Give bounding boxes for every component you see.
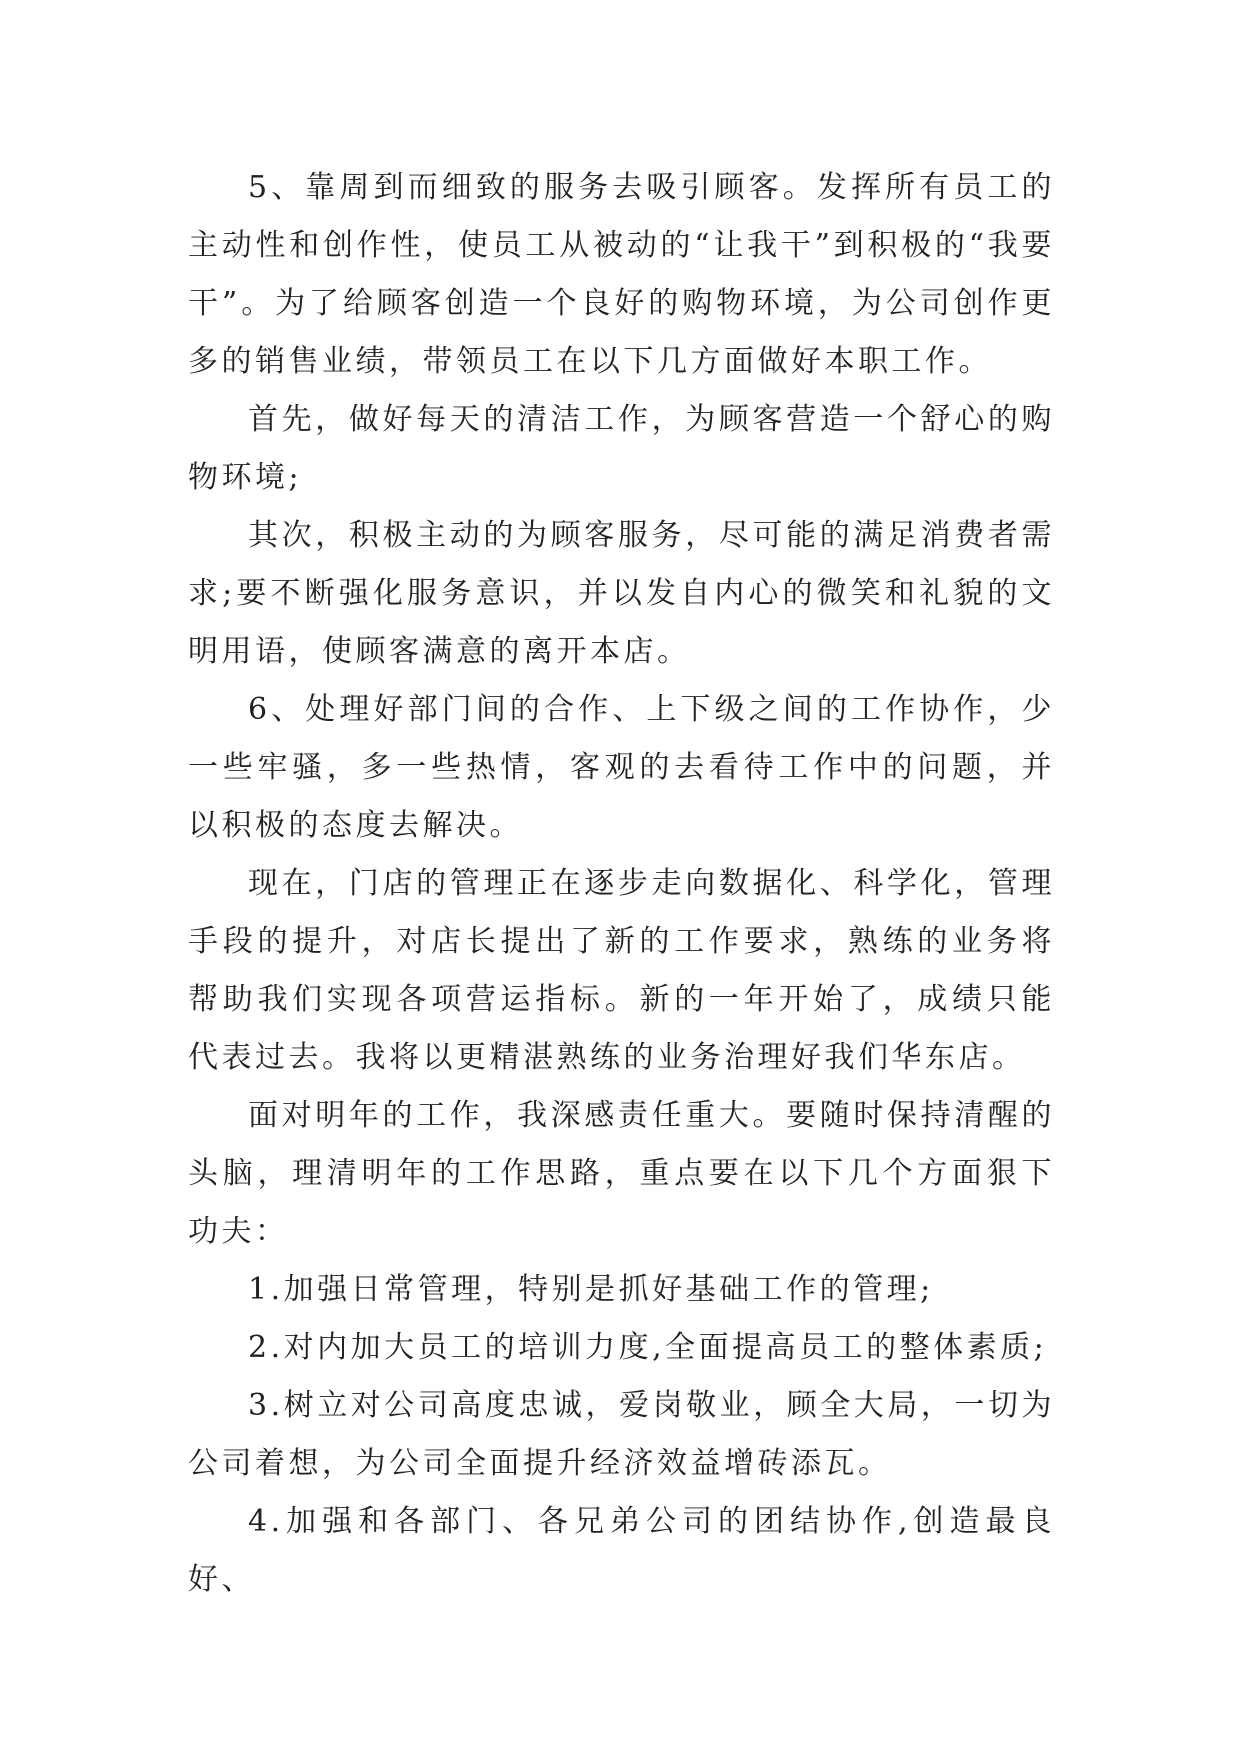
- paragraph-first-cleaning: 首先，做好每天的清洁工作，为顾客营造一个舒心的购物环境;: [188, 402, 1055, 495]
- paragraph-next-year-work: 面对明年的工作，我深感责任重大。要随时保持清醒的头脑，理清明年的工作思路，重点要在以下几个方面狠下功夫：: [188, 1098, 1055, 1249]
- paragraph-service-attract-customers: 5、靠周到而细致的服务去吸引顾客。发挥所有员工的主动性和创作性，使员工从被动的“让我干”到积极的“我要干”。为了给顾客创造一个良好的购物环境，为公司创作更多的销售业绩，带领员工在以下几方面做好本职工作。: [188, 170, 1055, 379]
- list-item-1: 1.加强日常管理，特别是抓好基础工作的管理;: [248, 1272, 934, 1307]
- paragraph-store-management: 现在，门店的管理正在逐步走向数据化、科学化，管理手段的提升，对店长提出了新的工作要求，熟练的业务将帮助我们实现各项营运指标。新的一年开始了，成绩只能代表过去。我将以更精湛熟练的业务治理好我们华东店。: [188, 866, 1055, 1075]
- list-item-3: 3.树立对公司高度忠诚，爱岗敬业，顾全大局，一切为公司着想，为公司全面提升经济效益增砖添瓦。: [188, 1388, 1055, 1481]
- document-body: [188, 159, 1055, 1609]
- list-item-4: 4.加强和各部门、各兄弟公司的团结协作,创造最良好、: [188, 1504, 1055, 1597]
- list-item-2: 2.对内加大员工的培训力度,全面提高员工的整体素质;: [248, 1330, 1048, 1365]
- paragraph-second-serve-customers: 其次，积极主动的为顾客服务，尽可能的满足消费者需求;要不断强化服务意识，并以发自内心的微笑和礼貌的文明用语，使顾客满意的离开本店。: [188, 518, 1055, 669]
- paragraph-department-cooperation: 6、处理好部门间的合作、上下级之间的工作协作，少一些牢骚，多一些热情，客观的去看待工作中的问题，并以积极的态度去解决。: [188, 692, 1055, 843]
